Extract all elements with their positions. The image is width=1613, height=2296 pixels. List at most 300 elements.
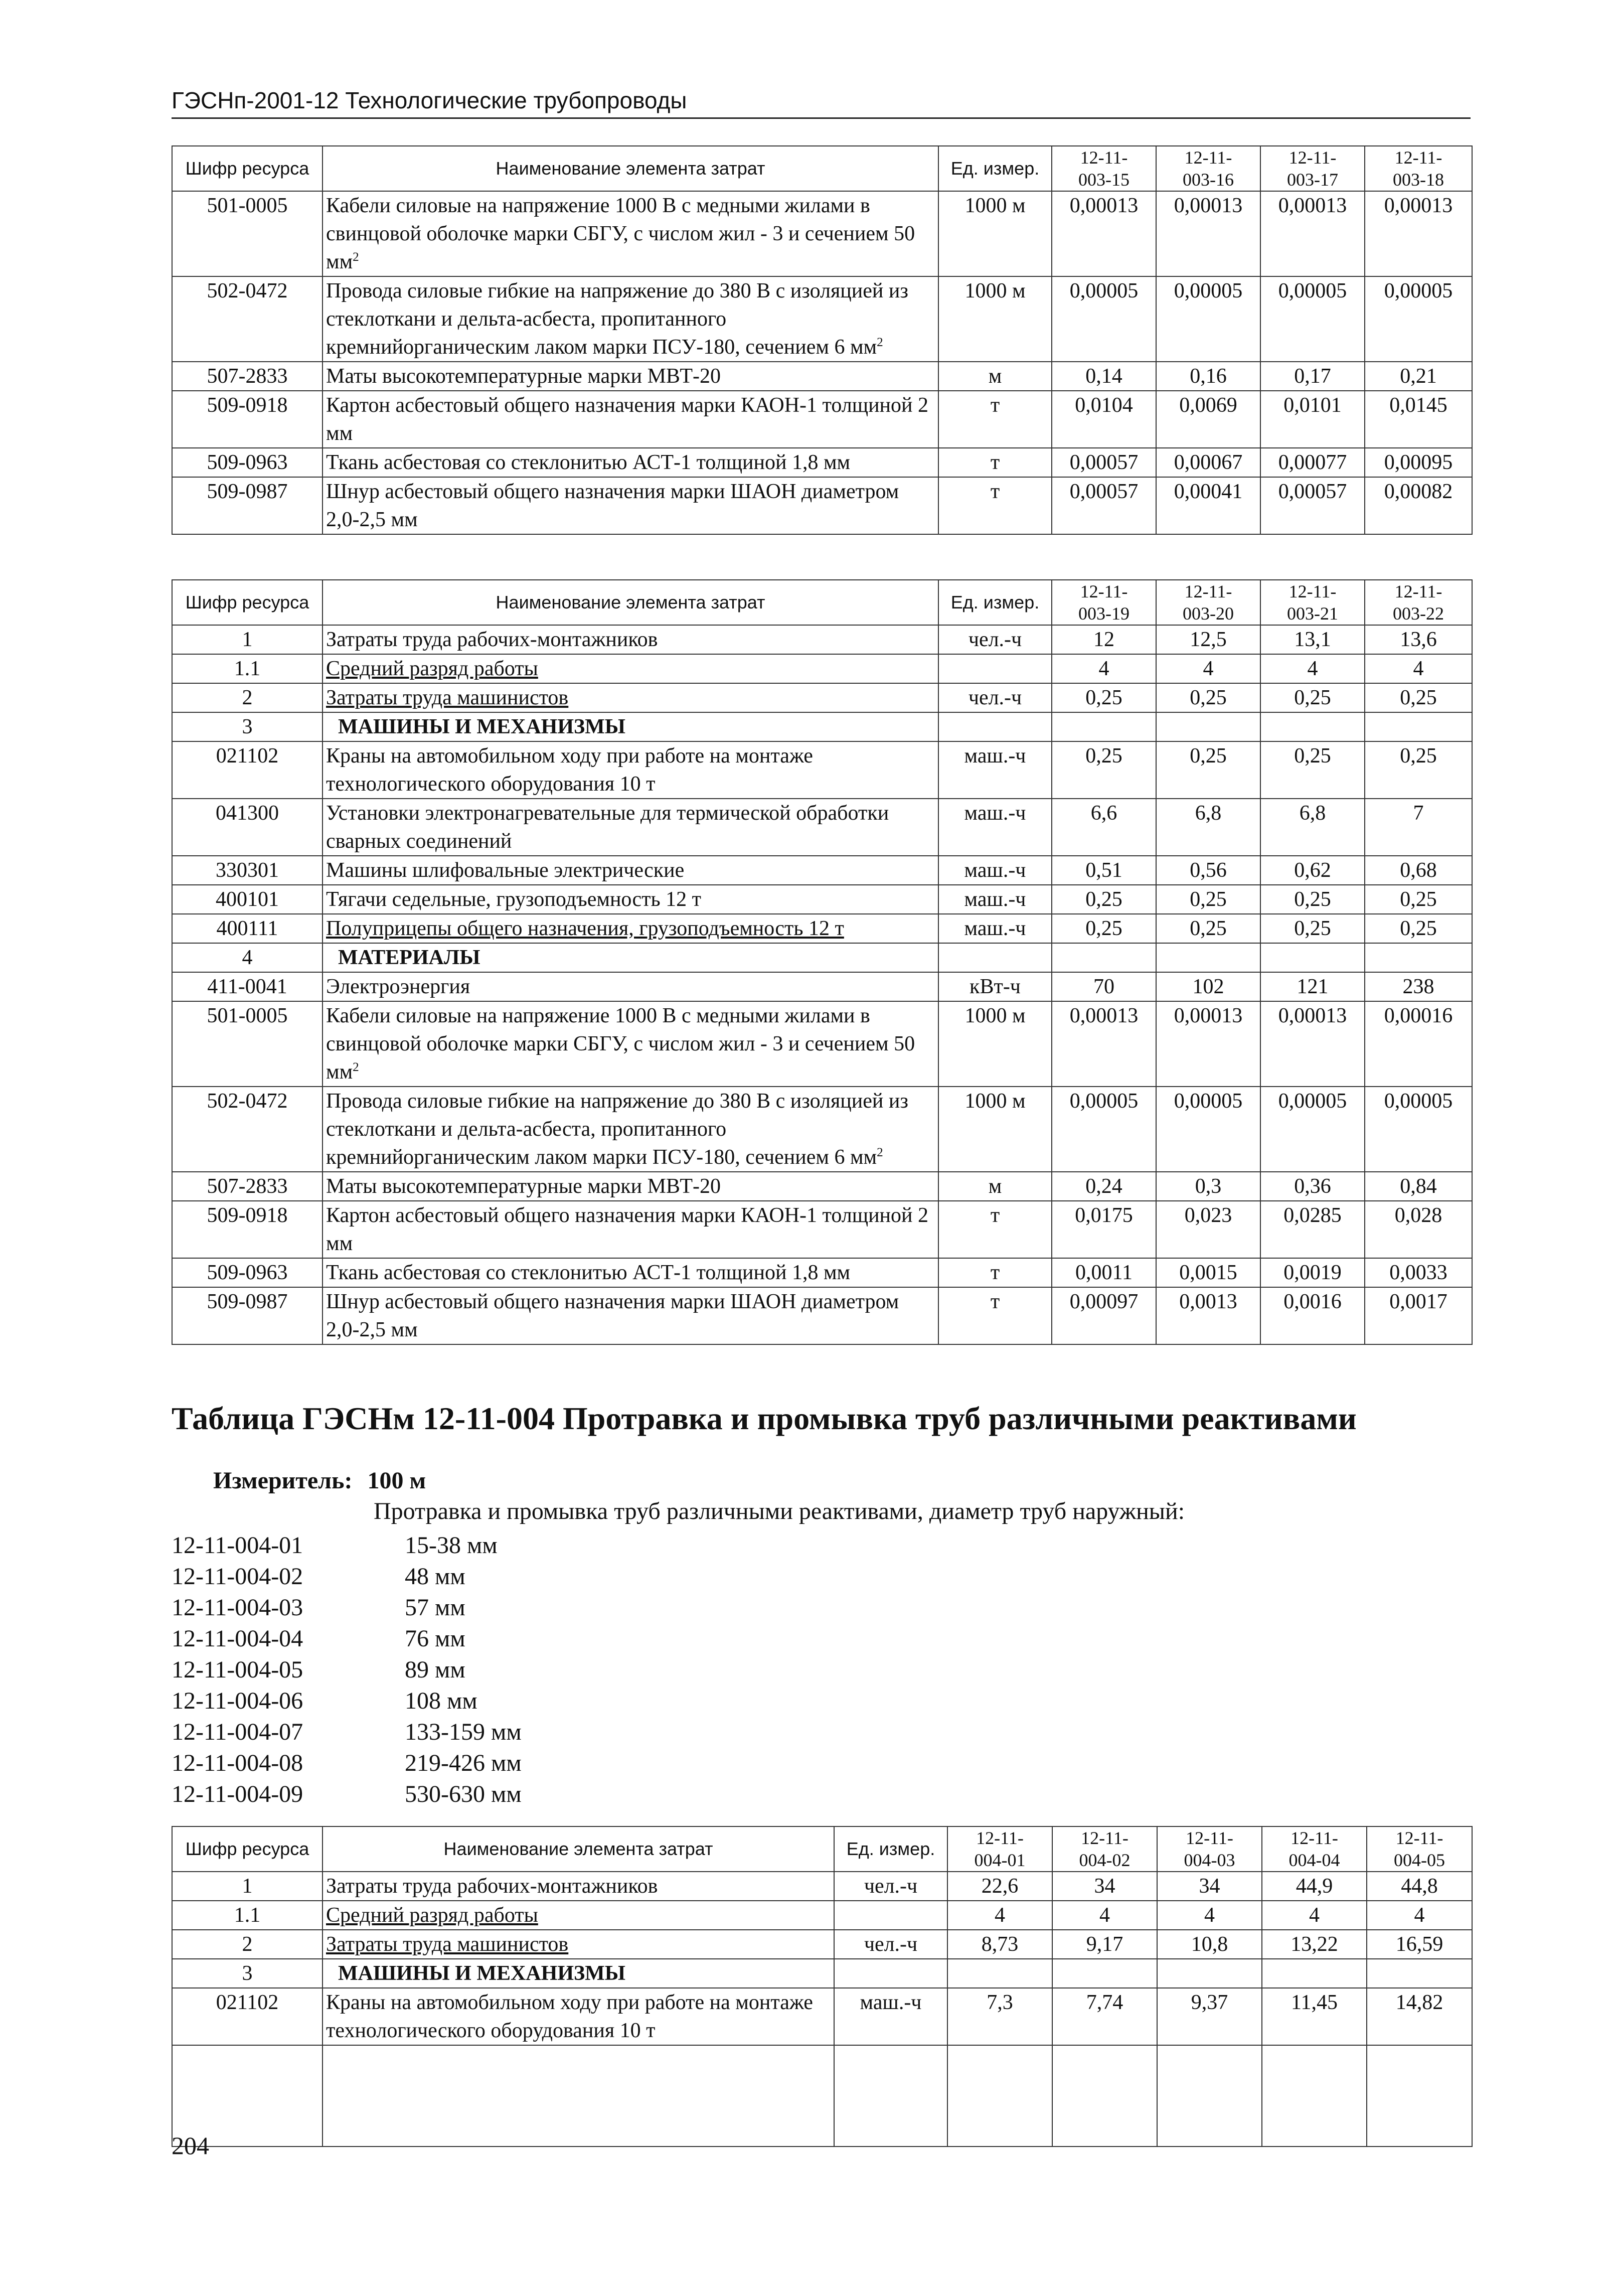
resource-unit: 1000 м bbox=[938, 276, 1052, 362]
meter-value: 100 м bbox=[367, 1467, 426, 1494]
resource-code: 330301 bbox=[172, 856, 322, 885]
resource-name bbox=[322, 741, 938, 799]
resource-value: 0,023 bbox=[1156, 1201, 1260, 1258]
resource-value: 0,00013 bbox=[1260, 1001, 1365, 1087]
resource-value: 6,8 bbox=[1156, 799, 1260, 856]
resource-value: 0,00057 bbox=[1052, 448, 1156, 477]
resource-name-text: Маты высокотемпературные марки МВТ-20 bbox=[326, 365, 721, 388]
resource-name-text: Машины шлифовальные электрические bbox=[326, 859, 685, 882]
resource-name-text: Провода силовые гибкие на напряжение до 380 В с изоляцией из стеклоткани и дельта-асбеста, пропитанного кремнийорганическим лаком марки ПСУ-180, сечением 6 мм bbox=[326, 1090, 908, 1169]
col-header-unit: Ед. измер. bbox=[938, 580, 1052, 625]
resource-name bbox=[322, 683, 938, 712]
resource-value: 0,00013 bbox=[1365, 191, 1472, 276]
resource-unit: т bbox=[938, 1201, 1052, 1258]
empty-cell bbox=[1262, 1959, 1367, 1988]
variant-diameter: 219-426 мм bbox=[405, 1750, 522, 1776]
resource-value: 34 bbox=[1157, 1872, 1262, 1901]
resource-name-text: Полуприцепы общего назначения, грузоподъемность 12 т bbox=[326, 917, 844, 940]
empty-cell bbox=[1260, 943, 1365, 972]
variant-code: 12-11-004-08 bbox=[172, 1750, 303, 1776]
resource-name-text: Краны на автомобильном ходу при работе на монтаже технологического оборудования 10 т bbox=[326, 744, 813, 796]
resource-value: 0,00005 bbox=[1260, 1087, 1365, 1172]
resource-value: 238 bbox=[1365, 972, 1472, 1001]
resource-value: 0,0175 bbox=[1052, 1201, 1156, 1258]
resource-value: 34 bbox=[1052, 1872, 1157, 1901]
variant-diameter: 89 мм bbox=[405, 1656, 465, 1683]
empty-cell bbox=[938, 712, 1052, 741]
resource-value: 0,00095 bbox=[1365, 448, 1472, 477]
resource-value: 0,25 bbox=[1260, 885, 1365, 914]
resource-name-text: Средний разряд работы bbox=[326, 657, 538, 680]
empty-cell bbox=[1052, 943, 1156, 972]
resource-value: 102 bbox=[1156, 972, 1260, 1001]
resource-value: 0,25 bbox=[1156, 683, 1260, 712]
resource-value: 0,00005 bbox=[1156, 276, 1260, 362]
resource-name bbox=[322, 625, 938, 654]
resource-value: 0,0019 bbox=[1260, 1258, 1365, 1287]
col-header-name: Наименование элемента затрат bbox=[322, 146, 938, 191]
table-row bbox=[172, 1988, 1472, 2045]
resource-value: 4 bbox=[1156, 654, 1260, 683]
resource-code: 509-0918 bbox=[172, 1201, 322, 1258]
col-header-variant: 12-11- 003-20 bbox=[1156, 580, 1260, 625]
resources-table-003-19-22 bbox=[172, 579, 1473, 1345]
resource-unit: чел.-ч bbox=[938, 625, 1052, 654]
resource-name-text: Ткань асбестовая со стеклонитью АСТ-1 толщиной 1,8 мм bbox=[326, 451, 851, 474]
empty-cell bbox=[1156, 712, 1260, 741]
resource-code: 041300 bbox=[172, 799, 322, 856]
resource-value: 4 bbox=[947, 1901, 1052, 1930]
resource-value: 0,3 bbox=[1156, 1172, 1260, 1201]
meter-label: Измеритель: bbox=[213, 1467, 353, 1494]
variant-code: 12-11-004-05 bbox=[172, 1656, 303, 1683]
table-row bbox=[172, 943, 1472, 972]
empty-cell bbox=[947, 2045, 1052, 2147]
resource-value: 0,00041 bbox=[1156, 477, 1260, 534]
resource-value: 70 bbox=[1052, 972, 1156, 1001]
resource-value: 7,74 bbox=[1052, 1988, 1157, 2045]
table-row bbox=[172, 1930, 1472, 1959]
table-row bbox=[172, 1287, 1472, 1344]
col-header-variant: 12-11- 003-19 bbox=[1052, 580, 1156, 625]
empty-cell bbox=[1367, 1959, 1472, 1988]
resource-unit: 1000 м bbox=[938, 191, 1052, 276]
resource-value: 0,0101 bbox=[1260, 391, 1365, 448]
resource-value: 22,6 bbox=[947, 1872, 1052, 1901]
resource-value: 0,00005 bbox=[1052, 276, 1156, 362]
variant-code: 12-11-004-09 bbox=[172, 1781, 303, 1807]
col-header-variant: 12-11- 003-21 bbox=[1260, 580, 1365, 625]
resource-unit: т bbox=[938, 477, 1052, 534]
resource-unit: кВт-ч bbox=[938, 972, 1052, 1001]
resource-name bbox=[322, 276, 938, 362]
resource-value: 4 bbox=[1262, 1901, 1367, 1930]
resource-name bbox=[322, 448, 938, 477]
resource-code: 021102 bbox=[172, 1988, 322, 2045]
empty-cell bbox=[1365, 712, 1472, 741]
resource-value: 6,8 bbox=[1260, 799, 1365, 856]
resource-code: 507-2833 bbox=[172, 362, 322, 391]
resource-value: 16,59 bbox=[1367, 1930, 1472, 1959]
variant-row bbox=[172, 1623, 522, 1654]
resource-value: 0,0069 bbox=[1156, 391, 1260, 448]
resource-code: 4 bbox=[172, 943, 322, 972]
resource-value: 13,22 bbox=[1262, 1930, 1367, 1959]
resource-value: 0,68 bbox=[1365, 856, 1472, 885]
resource-name bbox=[322, 1988, 834, 2045]
resource-value: 6,6 bbox=[1052, 799, 1156, 856]
page-number: 204 bbox=[172, 2131, 209, 2160]
resource-code: 501-0005 bbox=[172, 191, 322, 276]
resource-code: 509-0918 bbox=[172, 391, 322, 448]
resource-code: 509-0963 bbox=[172, 448, 322, 477]
resource-code: 1.1 bbox=[172, 654, 322, 683]
section-heading: МАШИНЫ И МЕХАНИЗМЫ bbox=[322, 712, 938, 741]
resource-value: 0,00077 bbox=[1260, 448, 1365, 477]
resource-value: 0,16 bbox=[1156, 362, 1260, 391]
variant-row bbox=[172, 1592, 522, 1623]
resource-value: 4 bbox=[1260, 654, 1365, 683]
resource-value: 44,8 bbox=[1367, 1872, 1472, 1901]
empty-cell bbox=[1052, 1959, 1157, 1988]
resource-value: 0,21 bbox=[1365, 362, 1472, 391]
resource-name-text: Ткань асбестовая со стеклонитью АСТ-1 толщиной 1,8 мм bbox=[326, 1261, 851, 1284]
resource-name-text: Тягачи седельные, грузоподъемность 12 т bbox=[326, 888, 701, 911]
variant-code: 12-11-004-03 bbox=[172, 1594, 303, 1621]
resource-value: 0,36 bbox=[1260, 1172, 1365, 1201]
variant-code: 12-11-004-01 bbox=[172, 1532, 303, 1559]
col-header-variant: 12-11- 004-04 bbox=[1262, 1826, 1367, 1872]
resource-value: 0,25 bbox=[1365, 741, 1472, 799]
empty-cell bbox=[1052, 712, 1156, 741]
table-row bbox=[172, 1872, 1472, 1901]
empty-cell bbox=[1367, 2045, 1472, 2147]
resource-value: 13,1 bbox=[1260, 625, 1365, 654]
resource-name bbox=[322, 1201, 938, 1258]
table-row bbox=[172, 625, 1472, 654]
variant-code: 12-11-004-04 bbox=[172, 1625, 303, 1652]
resource-name-text: Кабели силовые на напряжение 1000 В с медными жилами в свинцовой оболочке марки СБГУ, с числом жил - 3 и сечением 50 мм bbox=[326, 1004, 915, 1084]
resource-value: 0,84 bbox=[1365, 1172, 1472, 1201]
resource-value: 4 bbox=[1052, 654, 1156, 683]
resource-name-text: Картон асбестовый общего назначения марки КАОН-1 толщиной 2 мм bbox=[326, 1204, 928, 1255]
table-row bbox=[172, 448, 1472, 477]
col-header-variant: 12-11- 003-16 bbox=[1156, 146, 1260, 191]
resource-value: 0,14 bbox=[1052, 362, 1156, 391]
resource-name bbox=[322, 362, 938, 391]
resource-value: 0,25 bbox=[1052, 741, 1156, 799]
resource-value: 0,0145 bbox=[1365, 391, 1472, 448]
resource-name-text: Картон асбестовый общего назначения марки КАОН-1 толщиной 2 мм bbox=[326, 394, 928, 445]
resource-unit: маш.-ч bbox=[834, 1988, 947, 2045]
resource-code: 400101 bbox=[172, 885, 322, 914]
resource-value: 0,25 bbox=[1260, 683, 1365, 712]
variant-diameter: 15-38 мм bbox=[405, 1532, 498, 1559]
resource-unit: т bbox=[938, 1258, 1052, 1287]
resource-unit: 1000 м bbox=[938, 1001, 1052, 1087]
empty-cell bbox=[322, 2045, 834, 2147]
resource-value: 0,00005 bbox=[1156, 1087, 1260, 1172]
table-row bbox=[172, 362, 1472, 391]
col-header-variant: 12-11- 003-15 bbox=[1052, 146, 1156, 191]
resource-value: 0,51 bbox=[1052, 856, 1156, 885]
variant-row bbox=[172, 1561, 522, 1592]
empty-cell bbox=[1260, 712, 1365, 741]
resource-code: 3 bbox=[172, 1959, 322, 1988]
resource-value: 9,37 bbox=[1157, 1988, 1262, 2045]
resource-name-text: Затраты труда машинистов bbox=[326, 1933, 569, 1956]
resource-name bbox=[322, 1001, 938, 1087]
resource-unit: чел.-ч bbox=[938, 683, 1052, 712]
table-row bbox=[172, 1172, 1472, 1201]
resource-value: 0,62 bbox=[1260, 856, 1365, 885]
empty-cell bbox=[1157, 1959, 1262, 1988]
resource-code: 501-0005 bbox=[172, 1001, 322, 1087]
variant-row bbox=[172, 1748, 522, 1779]
resource-value: 0,00005 bbox=[1365, 1087, 1472, 1172]
table-row bbox=[172, 276, 1472, 362]
resource-name bbox=[322, 1287, 938, 1344]
resource-name bbox=[322, 1930, 834, 1959]
resource-value: 121 bbox=[1260, 972, 1365, 1001]
resource-value: 0,00013 bbox=[1156, 191, 1260, 276]
table-row bbox=[172, 654, 1472, 683]
col-header-variant: 12-11- 004-01 bbox=[947, 1826, 1052, 1872]
unit-superscript: 2 bbox=[877, 1146, 883, 1159]
resource-value: 0,25 bbox=[1052, 885, 1156, 914]
resource-code: 400111 bbox=[172, 914, 322, 943]
section-heading: МАТЕРИАЛЫ bbox=[322, 943, 938, 972]
resource-name-text: Затраты труда рабочих-монтажников bbox=[326, 628, 658, 651]
resource-value: 0,0017 bbox=[1365, 1287, 1472, 1344]
resource-value: 0,00005 bbox=[1052, 1087, 1156, 1172]
empty-cell bbox=[1262, 2045, 1367, 2147]
resource-name bbox=[322, 1872, 834, 1901]
table-row bbox=[172, 856, 1472, 885]
col-header-code: Шифр ресурса bbox=[172, 146, 322, 191]
variant-row bbox=[172, 1530, 522, 1561]
resource-value: 0,0033 bbox=[1365, 1258, 1472, 1287]
resource-name bbox=[322, 1087, 938, 1172]
table-row bbox=[172, 391, 1472, 448]
col-header-name: Наименование элемента затрат bbox=[322, 1826, 834, 1872]
col-header-unit: Ед. измер. bbox=[938, 146, 1052, 191]
variant-row bbox=[172, 1654, 522, 1686]
resource-name bbox=[322, 1172, 938, 1201]
resource-value: 13,6 bbox=[1365, 625, 1472, 654]
variant-row bbox=[172, 1686, 522, 1717]
table-row-blank bbox=[172, 2045, 1472, 2147]
resource-value: 0,25 bbox=[1365, 885, 1472, 914]
col-header-code: Шифр ресурса bbox=[172, 1826, 322, 1872]
resource-value: 0,25 bbox=[1052, 914, 1156, 943]
resource-name-text: Маты высокотемпературные марки МВТ-20 bbox=[326, 1175, 721, 1198]
resource-value: 0,00013 bbox=[1052, 1001, 1156, 1087]
col-header-variant: 12-11- 003-22 bbox=[1365, 580, 1472, 625]
resource-value: 0,24 bbox=[1052, 1172, 1156, 1201]
variant-code: 12-11-004-07 bbox=[172, 1719, 303, 1745]
table-row bbox=[172, 477, 1472, 534]
table-row bbox=[172, 683, 1472, 712]
resource-value: 0,0015 bbox=[1156, 1258, 1260, 1287]
empty-cell bbox=[1365, 943, 1472, 972]
col-header-variant: 12-11- 004-02 bbox=[1052, 1826, 1157, 1872]
resource-name bbox=[322, 1258, 938, 1287]
col-header-code: Шифр ресурса bbox=[172, 580, 322, 625]
resource-name-text: Шнур асбестовый общего назначения марки ШАОН диаметром 2,0-2,5 мм bbox=[326, 1290, 899, 1341]
empty-cell bbox=[1157, 2045, 1262, 2147]
unit-superscript: 2 bbox=[353, 1060, 359, 1074]
resource-value: 9,17 bbox=[1052, 1930, 1157, 1959]
table-row bbox=[172, 712, 1472, 741]
resource-value: 10,8 bbox=[1157, 1930, 1262, 1959]
table-row bbox=[172, 799, 1472, 856]
variant-row bbox=[172, 1779, 522, 1810]
resource-code: 509-0987 bbox=[172, 1287, 322, 1344]
table-row bbox=[172, 885, 1472, 914]
empty-cell bbox=[1052, 2045, 1157, 2147]
resource-value: 0,25 bbox=[1365, 683, 1472, 712]
resource-name bbox=[322, 799, 938, 856]
resource-code: 507-2833 bbox=[172, 1172, 322, 1201]
resource-unit: чел.-ч bbox=[834, 1930, 947, 1959]
variant-row bbox=[172, 1717, 522, 1748]
resource-value: 0,0011 bbox=[1052, 1258, 1156, 1287]
resource-name bbox=[322, 391, 938, 448]
resource-value: 11,45 bbox=[1262, 1988, 1367, 2045]
resource-value: 0,25 bbox=[1156, 885, 1260, 914]
resource-value: 0,25 bbox=[1260, 914, 1365, 943]
variant-code: 12-11-004-02 bbox=[172, 1563, 303, 1590]
variant-diameter: 530-630 мм bbox=[405, 1781, 522, 1807]
resource-code: 3 bbox=[172, 712, 322, 741]
resource-name bbox=[322, 1901, 834, 1930]
table-row bbox=[172, 1959, 1472, 1988]
table-row bbox=[172, 1001, 1472, 1087]
resource-value: 0,17 bbox=[1260, 362, 1365, 391]
table-row bbox=[172, 1087, 1472, 1172]
resource-code: 1.1 bbox=[172, 1901, 322, 1930]
resource-value: 0,00005 bbox=[1365, 276, 1472, 362]
resource-name bbox=[322, 972, 938, 1001]
table-row bbox=[172, 741, 1472, 799]
resource-value: 0,028 bbox=[1365, 1201, 1472, 1258]
resource-name-text: Установки электронагревательные для термической обработки сварных соединений bbox=[326, 802, 889, 853]
resource-value: 0,00097 bbox=[1052, 1287, 1156, 1344]
resource-name-text: Средний разряд работы bbox=[326, 1904, 538, 1927]
resource-unit: т bbox=[938, 391, 1052, 448]
resource-value: 0,0285 bbox=[1260, 1201, 1365, 1258]
resource-value: 0,00082 bbox=[1365, 477, 1472, 534]
variant-diameter: 57 мм bbox=[405, 1594, 465, 1621]
resource-value: 4 bbox=[1157, 1901, 1262, 1930]
resource-name-text: Шнур асбестовый общего назначения марки ШАОН диаметром 2,0-2,5 мм bbox=[326, 480, 899, 531]
resource-value: 4 bbox=[1052, 1901, 1157, 1930]
resource-code: 502-0472 bbox=[172, 1087, 322, 1172]
table-row bbox=[172, 972, 1472, 1001]
resource-value: 0,0013 bbox=[1156, 1287, 1260, 1344]
resource-value: 7 bbox=[1365, 799, 1472, 856]
resource-unit: т bbox=[938, 1287, 1052, 1344]
resource-value: 0,25 bbox=[1052, 683, 1156, 712]
resource-code: 509-0987 bbox=[172, 477, 322, 534]
resource-value: 0,0104 bbox=[1052, 391, 1156, 448]
resource-unit: т bbox=[938, 448, 1052, 477]
resource-value: 4 bbox=[1367, 1901, 1472, 1930]
empty-cell bbox=[1156, 943, 1260, 972]
resource-value: 0,0016 bbox=[1260, 1287, 1365, 1344]
col-header-variant: 12-11- 004-03 bbox=[1157, 1826, 1262, 1872]
resource-value: 7,3 bbox=[947, 1988, 1052, 2045]
table-row bbox=[172, 1258, 1472, 1287]
resource-code: 1 bbox=[172, 1872, 322, 1901]
variant-code: 12-11-004-06 bbox=[172, 1688, 303, 1714]
resource-unit bbox=[834, 1901, 947, 1930]
resource-name-text: Провода силовые гибкие на напряжение до 380 В с изоляцией из стеклоткани и дельта-асбеста, пропитанного кремнийорганическим лаком марки ПСУ-180, сечением 6 мм bbox=[326, 279, 908, 359]
resource-value: 0,25 bbox=[1156, 914, 1260, 943]
resource-code: 1 bbox=[172, 625, 322, 654]
resource-unit: маш.-ч bbox=[938, 914, 1052, 943]
col-header-variant: 12-11- 003-17 bbox=[1260, 146, 1365, 191]
resource-value: 4 bbox=[1365, 654, 1472, 683]
resource-value: 8,73 bbox=[947, 1930, 1052, 1959]
resource-value: 44,9 bbox=[1262, 1872, 1367, 1901]
empty-cell bbox=[938, 943, 1052, 972]
variant-diameter: 133-159 мм bbox=[405, 1719, 522, 1745]
table-row bbox=[172, 1901, 1472, 1930]
empty-cell bbox=[834, 2045, 947, 2147]
resource-name bbox=[322, 885, 938, 914]
resource-name-text: Кабели силовые на напряжение 1000 В с медными жилами в свинцовой оболочке марки СБГУ, с числом жил - 3 и сечением 50 мм bbox=[326, 194, 915, 273]
table-row bbox=[172, 191, 1472, 276]
col-header-variant: 12-11- 003-18 bbox=[1365, 146, 1472, 191]
table-title: Таблица ГЭСНм 12-11-004 Протравка и промывка труб различными реактивами bbox=[172, 1401, 1357, 1436]
resource-name-text: Краны на автомобильном ходу при работе на монтаже технологического оборудования 10 т bbox=[326, 1991, 813, 2042]
resource-unit: чел.-ч bbox=[834, 1872, 947, 1901]
resource-value: 0,00013 bbox=[1156, 1001, 1260, 1087]
resources-table-003-15-18 bbox=[172, 145, 1473, 535]
resource-name bbox=[322, 654, 938, 683]
col-header-unit: Ед. измер. bbox=[834, 1826, 947, 1872]
resource-value: 0,00057 bbox=[1260, 477, 1365, 534]
variant-diameter: 108 мм bbox=[405, 1688, 477, 1714]
unit-superscript: 2 bbox=[877, 336, 883, 349]
resource-value: 0,00005 bbox=[1260, 276, 1365, 362]
resource-name bbox=[322, 914, 938, 943]
resource-name bbox=[322, 477, 938, 534]
resource-unit: маш.-ч bbox=[938, 799, 1052, 856]
resources-table-004-01-05 bbox=[172, 1826, 1473, 2147]
col-header-variant: 12-11- 004-05 bbox=[1367, 1826, 1472, 1872]
table-row bbox=[172, 914, 1472, 943]
resource-code: 509-0963 bbox=[172, 1258, 322, 1287]
resource-unit: маш.-ч bbox=[938, 885, 1052, 914]
resource-unit: маш.-ч bbox=[938, 741, 1052, 799]
resource-value: 0,25 bbox=[1260, 741, 1365, 799]
empty-cell bbox=[834, 1959, 947, 1988]
unit-superscript: 2 bbox=[353, 250, 359, 264]
resource-name-text: Затраты труда рабочих-монтажников bbox=[326, 1875, 658, 1898]
resource-code: 411-0041 bbox=[172, 972, 322, 1001]
page-header: ГЭСНп-2001-12 Технологические трубопроводы bbox=[172, 84, 1471, 119]
resource-unit: м bbox=[938, 362, 1052, 391]
resource-value: 0,00057 bbox=[1052, 477, 1156, 534]
resource-value: 0,00067 bbox=[1156, 448, 1260, 477]
empty-cell bbox=[947, 1959, 1052, 1988]
resource-code: 021102 bbox=[172, 741, 322, 799]
meter bbox=[213, 1466, 426, 1496]
resource-code: 2 bbox=[172, 683, 322, 712]
